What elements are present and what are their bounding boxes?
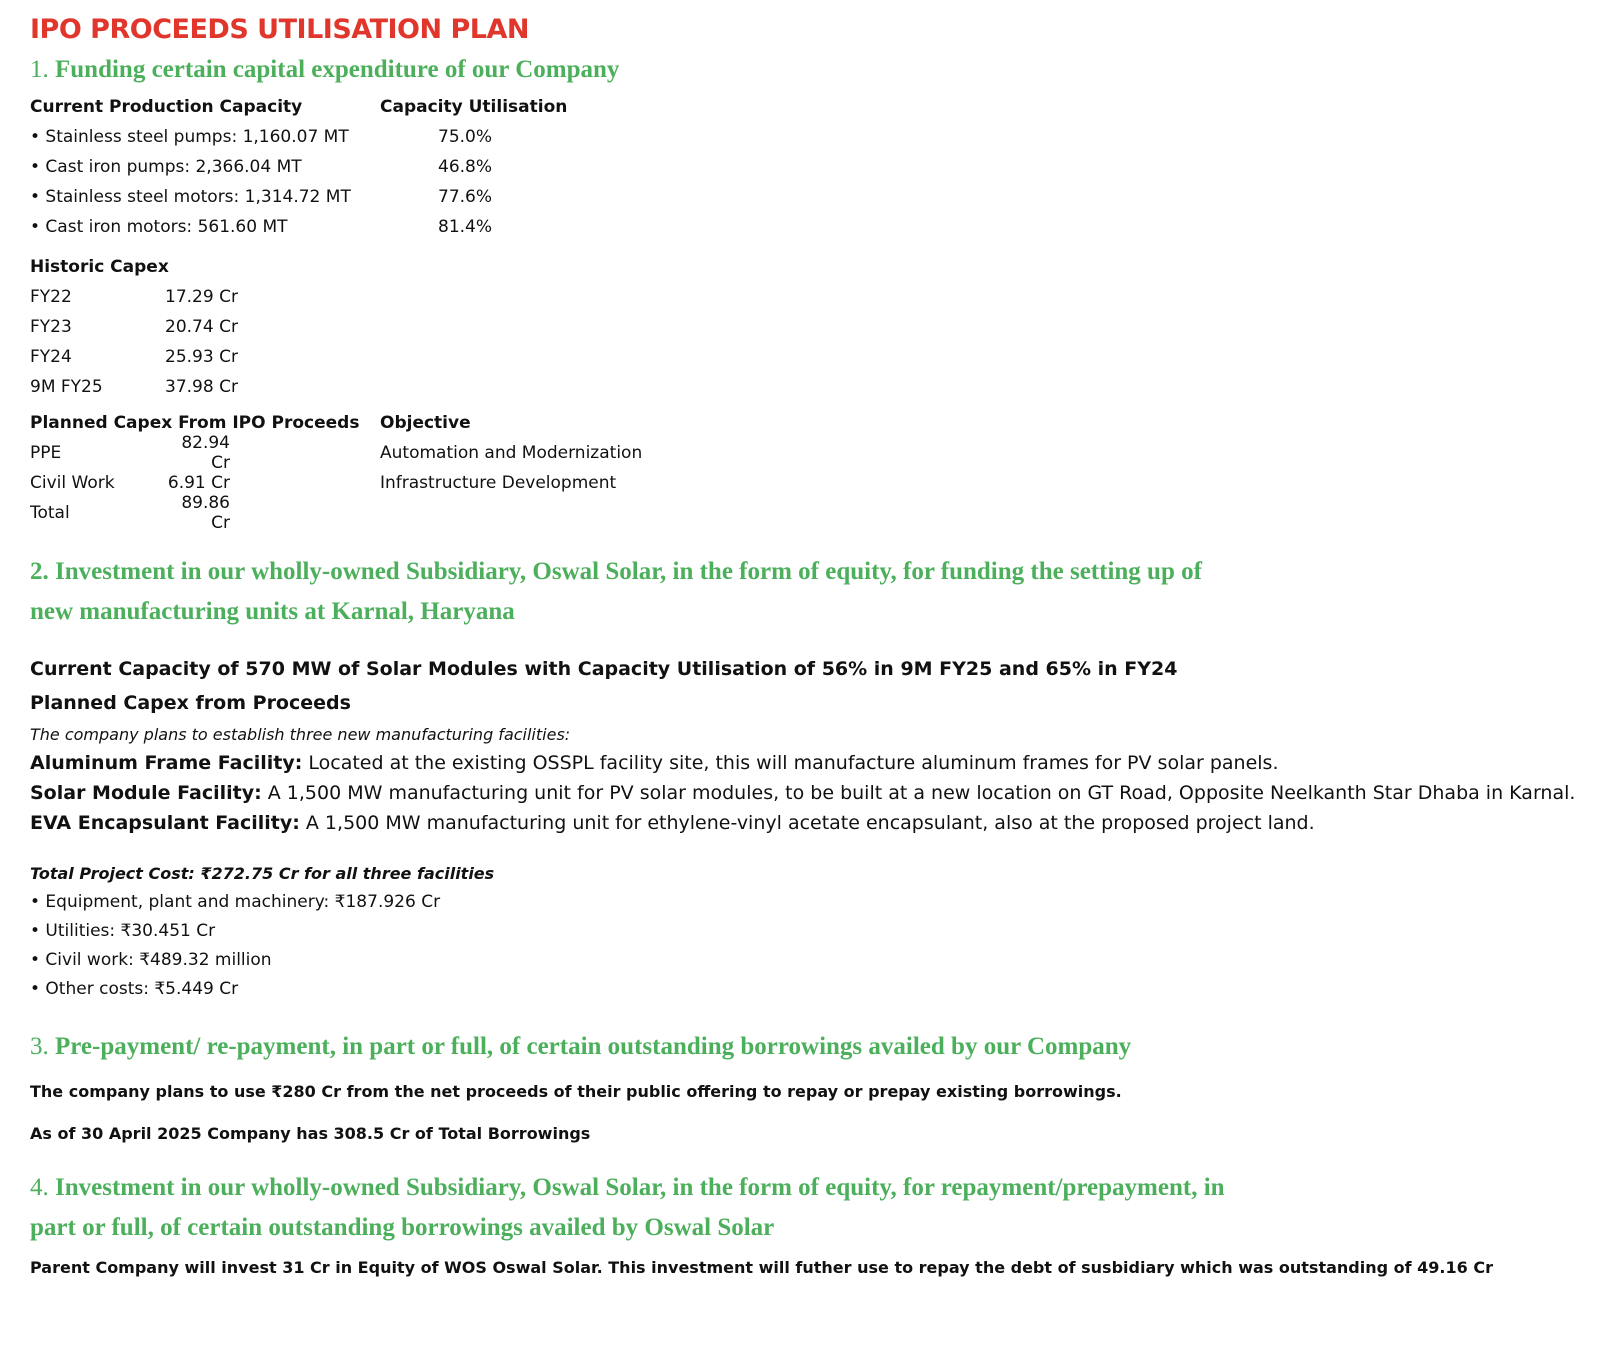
cost-list [30,888,1600,1004]
utilisation-header: Capacity Utilisation [380,97,568,117]
historic-value: 37.98 Cr [165,377,238,397]
historic-period: FY22 [30,287,72,307]
historic-period: FY23 [30,317,72,337]
capacity-item: • Stainless steel pumps: 1,160.07 MT [30,127,349,147]
section-3 [30,1030,1600,1148]
planned-objective: Infrastructure Development [380,473,617,493]
section-4-heading [30,1168,1600,1248]
historic-header-row [30,252,1600,282]
section-4 [30,1168,1600,1282]
facility-name: EVA Encapsulant Facility: [30,812,300,834]
facility-name: Solar Module Facility: [30,782,262,804]
historic-row [30,342,1600,372]
capacity-row [30,152,1600,182]
capacity-row [30,122,1600,152]
planned-value: 82.94 Cr [181,433,230,473]
capacity-header-row [30,92,1600,122]
section-1-number: 1. [30,56,49,83]
facilities-intro: The company plans to establish three new manufacturing facilities: [30,725,571,744]
planned-value: 89.86 Cr [181,493,230,533]
facility-list [30,748,1600,838]
capacity-util: 77.6% [438,187,493,207]
historic-list [30,282,1600,402]
capacity-header: Current Production Capacity [30,97,303,117]
document-page [30,14,1600,1282]
capacity-item: • Cast iron pumps: 2,366.04 MT [30,157,302,177]
historic-period: FY24 [30,347,72,367]
section-2-title-line2: new manufacturing units at Karnal, Haryana [30,598,515,625]
capacity-item: • Stainless steel motors: 1,314.72 MT [30,187,351,207]
planned-row [30,433,1600,473]
borrowings-line: As of 30 April 2025 Company has 308.5 Cr of Total Borrowings [30,1124,591,1143]
historic-period: 9M FY25 [30,377,103,397]
facility-item [30,778,1600,808]
historic-value: 25.93 Cr [165,347,238,367]
objective-header: Objective [380,413,471,433]
facility-desc: A 1,500 MW manufacturing unit for PV solar modules, to be built at a new location on GT Road, Opposite Neelkanth Star Dhaba in Karnal. [261,782,1576,804]
section-1-heading [30,54,1600,86]
capacity-util: 81.4% [438,217,493,237]
page-title: IPO PROCEEDS UTILISATION PLAN [30,14,529,45]
planned-item: PPE [30,443,62,463]
planned-capex-header: Planned Capex from Proceeds [30,692,351,714]
capacity-util: 46.8% [438,157,493,177]
section-3-number: 3. [30,1033,49,1060]
historic-header: Historic Capex [30,257,169,277]
section-1 [30,54,1600,533]
facility-item [30,748,1600,778]
total-project-cost: Total Project Cost: ₹272.75 Cr for all three facilities [30,864,495,883]
capacity-util: 75.0% [438,127,493,147]
section-2-title-line1: Investment in our wholly-owned Subsidiary, Oswal Solar, in the form of equity, for funding the setting up of [55,558,1202,585]
planned-objective: Automation and Modernization [380,443,643,463]
cost-item: • Utilities: ₹30.451 Cr [30,921,216,941]
repay-plan-line: The company plans to use ₹280 Cr from the net proceeds of their public offering to repay or prepay existing borrowings. [30,1082,1122,1101]
planned-item: Civil Work [30,473,115,493]
section-1-title: Funding certain capital expenditure of our Company [55,56,620,83]
cost-item: • Other costs: ₹5.449 Cr [30,979,239,999]
solar-capacity-line: Current Capacity of 570 MW of Solar Modules with Capacity Utilisation of 56% in 9M FY25 and 65% in FY24 [30,658,1178,680]
section-4-number: 4. [30,1174,49,1201]
historic-row [30,372,1600,402]
section-2 [30,552,1600,1004]
planned-row [30,493,1600,533]
section-4-title-line2: part or full, of certain outstanding borrowings availed by Oswal Solar [30,1214,775,1241]
section-3-heading [30,1030,1600,1064]
facility-name: Aluminum Frame Facility: [30,752,303,774]
historic-value: 20.74 Cr [165,317,238,337]
planned-header: Planned Capex From IPO Proceeds [30,413,360,433]
cost-item: • Civil work: ₹489.32 million [30,950,272,970]
historic-row [30,312,1600,342]
section-2-number: 2. [30,558,49,585]
equity-investment-line: Parent Company will invest 31 Cr in Equity of WOS Oswal Solar. This investment will futher use to repay the debt of susbidiary which was outstanding of 49.16 Cr [30,1258,1493,1277]
capacity-list [30,122,1600,242]
cost-item: • Equipment, plant and machinery: ₹187.926 Cr [30,892,441,912]
historic-row [30,282,1600,312]
capacity-row [30,182,1600,212]
section-4-title-line1: Investment in our wholly-owned Subsidiary, Oswal Solar, in the form of equity, for repayment/prepayment, in [55,1174,1225,1201]
planned-value: 6.91 Cr [167,473,230,493]
facility-desc: Located at the existing OSSPL facility site, this will manufacture aluminum frames for PV solar panels. [302,752,1279,774]
capacity-row [30,212,1600,242]
facility-item [30,808,1600,838]
section-2-heading [30,552,1600,632]
section-3-title: Pre-payment/ re-payment, in part or full, of certain outstanding borrowings availed by our Company [55,1033,1132,1060]
historic-value: 17.29 Cr [165,287,238,307]
planned-item: Total [30,503,70,523]
capacity-item: • Cast iron motors: 561.60 MT [30,217,288,237]
facility-desc: A 1,500 MW manufacturing unit for ethylene-vinyl acetate encapsulant, also at the proposed project land. [299,812,1315,834]
planned-list [30,433,1600,533]
